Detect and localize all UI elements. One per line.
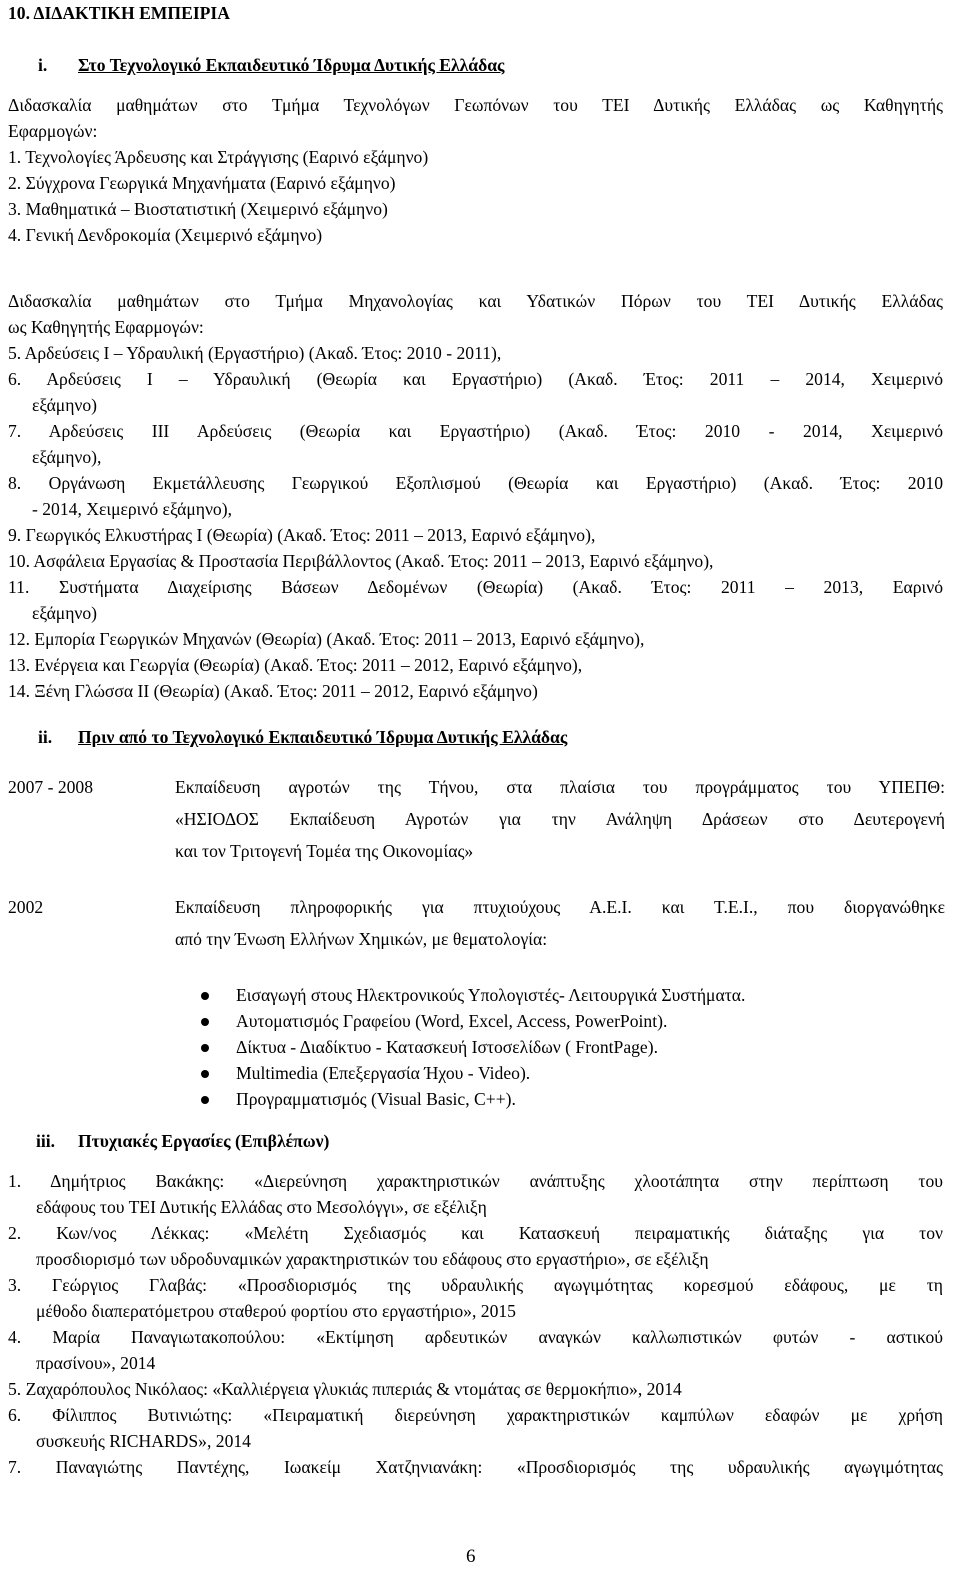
thesis-item: 5. Ζαχαρόπουλος Νικόλαος: «Καλλιέργεια γλυκιάς πιπεριάς & ντομάτας σε θερμοκήπιο», 2014 (8, 1379, 682, 1399)
bullet-item: Multimedia (Επεξεργασία Ήχου - Video). (236, 1063, 531, 1083)
bullet-item: Προγραμματισμός (Visual Basic, C++). (236, 1089, 516, 1109)
page-number: 6 (466, 1546, 476, 1567)
bullet-item: Αυτοματισμός Γραφείου (Word, Excel, Access, PowerPoint). (236, 1011, 668, 1031)
list-item: 11. Συστήματα Διαχείρισης Βάσεων Δεδομένων (Θεωρία) (Ακαδ. Έτος: 2011 – 2013, Εαρινό (8, 577, 943, 597)
entry-year: 2002 (8, 897, 44, 917)
thesis-item: 2. Κων/νος Λέκκας: «Μελέτη Σχεδιασμός και Κατασκευή πειραματικής διάταξης για τον (8, 1223, 943, 1243)
entry-line: Εκπαίδευση αγροτών της Τήνου, στα πλαίσια του προγράμματος του ΥΠΕΠΘ: (175, 777, 945, 797)
list-item: 4. Γενική Δενδροκομία (Χειμερινό εξάμηνο) (8, 225, 323, 245)
intro-line: Εφαρμογών: (8, 121, 98, 141)
thesis-item: 4. Μαρία Παναγιωτακοπούλου: «Εκτίμηση αρδευτικών αναγκών καλλωπιστικών φυτών - αστικού (8, 1327, 943, 1347)
entry-year: 2007 - 2008 (8, 777, 94, 797)
list-item: 5. Αρδεύσεις Ι – Υδραυλική (Εργαστήριο) (Ακαδ. Έτος: 2010 - 2011), (8, 343, 502, 363)
list-item: 14. Ξένη Γλώσσα ΙΙ (Θεωρία) (Ακαδ. Έτος: 2011 – 2012, Εαρινό εξάμηνο) (8, 681, 538, 701)
thesis-item-cont: πρασίνου», 2014 (36, 1353, 156, 1373)
thesis-item: 6. Φίλιππος Βυτινιώτης: «Πειραματική διερεύνηση χαρακτηριστικών καμπύλων εδαφών με χρήση (8, 1405, 943, 1425)
thesis-item-cont: εδάφους του ΤΕΙ Δυτικής Ελλάδας στο Μεσολόγγι», σε εξέλιξη (36, 1197, 487, 1217)
subsection-iii-number: iii. (36, 1131, 56, 1151)
bullet-icon (201, 992, 209, 1000)
list-item: 1. Τεχνολογίες Άρδευσης και Στράγγισης (Εαρινό εξάμηνο) (8, 147, 429, 167)
intro-line: Διδασκαλία μαθημάτων στο Τμήμα Τεχνολόγων Γεωπόνων του ΤΕΙ Δυτικής Ελλάδας ως Καθηγητής (8, 95, 943, 115)
bullet-icon (201, 1044, 209, 1052)
list-item: 10. Ασφάλεια Εργασίας & Προστασία Περιβάλλοντος (Ακαδ. Έτος: 2011 – 2013, Εαρινό εξάμηνο), (8, 551, 714, 571)
entry-line: και τον Τριτογενή Τομέα της Οικονομίας» (175, 841, 474, 861)
list-item: 9. Γεωργικός Ελκυστήρας Ι (Θεωρία) (Ακαδ. Έτος: 2011 – 2013, Εαρινό εξάμηνο), (8, 525, 596, 545)
intro-line: Διδασκαλία μαθημάτων στο Τμήμα Μηχανολογίας και Υδατικών Πόρων του ΤΕΙ Δυτικής Ελλάδας (8, 291, 943, 311)
subsection-ii-title: Πριν από το Τεχνολογικό Εκπαιδευτικό Ίδρυμα Δυτικής Ελλάδας (78, 727, 568, 747)
list-item: 6. Αρδεύσεις Ι – Υδραυλική (Θεωρία και Εργαστήριο) (Ακαδ. Έτος: 2011 – 2014, Χειμερινό (8, 369, 943, 389)
list-item: 12. Εμπορία Γεωργικών Μηχανών (Θεωρία) (Ακαδ. Έτος: 2011 – 2013, Εαρινό εξάμηνο), (8, 629, 645, 649)
subsection-ii-number: ii. (38, 727, 53, 747)
bullet-icon (201, 1096, 209, 1104)
section-heading: 10. ΔΙΔΑΚΤΙΚΗ ΕΜΠΕΙΡΙΑ (8, 3, 230, 23)
entry-line: «ΗΣΙΟΔΟΣ Εκπαίδευση Αγροτών για την Ανάληψη Δράσεων στο Δευτερογενή (175, 809, 945, 829)
subsection-i-number: i. (38, 55, 48, 75)
bullet-icon (201, 1018, 209, 1026)
thesis-item: 3. Γεώργιος Γλαβάς: «Προσδιορισμός της υδραυλικής αγωγιμότητας κορεσμού εδάφους, με τη (8, 1275, 943, 1295)
thesis-item: 1. Δημήτριος Βακάκης: «Διερεύνηση χαρακτηριστικών ανάπτυξης χλοοτάπητα στην περίπτωση του (8, 1171, 943, 1191)
thesis-item-cont: προσδιορισμό των υδροδυναμικών χαρακτηριστικών του εδάφους στο εργαστήριο», σε εξέλιξη (36, 1249, 709, 1269)
bullet-item: Δίκτυα - Διαδίκτυο - Κατασκευή Ιστοσελίδων ( FrontPage). (236, 1037, 659, 1057)
subsection-iii-title: Πτυχιακές Εργασίες (Επιβλέπων) (78, 1131, 330, 1151)
list-item: 13. Ενέργεια και Γεωργία (Θεωρία) (Ακαδ. Έτος: 2011 – 2012, Εαρινό εξάμηνο), (8, 655, 583, 675)
list-item: 8. Οργάνωση Εκμετάλλευσης Γεωργικού Εξοπλισμού (Θεωρία και Εργαστήριο) (Ακαδ. Έτος: 2010 (8, 473, 943, 493)
thesis-item: 7. Παναγιώτης Παντέχης, Ιωακείμ Χατζηνιανάκη: «Προσδιορισμός της υδραυλικής αγωγιμότητας (8, 1457, 943, 1477)
thesis-item-cont: συσκευής RICHARDS», 2014 (36, 1431, 251, 1451)
list-item: 3. Μαθηματικά – Βιοστατιστική (Χειμερινό εξάμηνο) (8, 199, 388, 219)
thesis-item-cont: μέθοδο διαπερατόμετρου σταθερού φορτίου στο εργαστήριο», 2015 (36, 1301, 516, 1321)
entry-line: από την Ένωση Ελλήνων Χημικών, με θεματολογία: (175, 929, 548, 949)
list-item-cont: εξάμηνο) (32, 603, 98, 623)
subsection-i-title: Στο Τεχνολογικό Εκπαιδευτικό Ίδρυμα Δυτικής Ελλάδας (78, 55, 505, 75)
intro-line: ως Καθηγητής Εφαρμογών: (8, 317, 204, 337)
bullet-icon (201, 1070, 209, 1078)
list-item-cont: εξάμηνο), (32, 447, 102, 467)
list-item-cont: εξάμηνο) (32, 395, 98, 415)
list-item: 2. Σύγχρονα Γεωργικά Μηχανήματα (Εαρινό εξάμηνο) (8, 173, 396, 193)
list-item-cont: - 2014, Χειμερινό εξάμηνο), (32, 499, 232, 519)
list-item: 7. Αρδεύσεις ΙΙΙ Αρδεύσεις (Θεωρία και Εργαστήριο) (Ακαδ. Έτος: 2010 - 2014, Χειμερινό (8, 421, 943, 441)
bullet-item: Εισαγωγή στους Ηλεκτρονικούς Υπολογιστές- Λειτουργικά Συστήματα. (236, 985, 746, 1005)
entry-line: Εκπαίδευση πληροφορικής για πτυχιούχους Α.Ε.Ι. και Τ.Ε.Ι., που διοργανώθηκε (175, 897, 945, 917)
